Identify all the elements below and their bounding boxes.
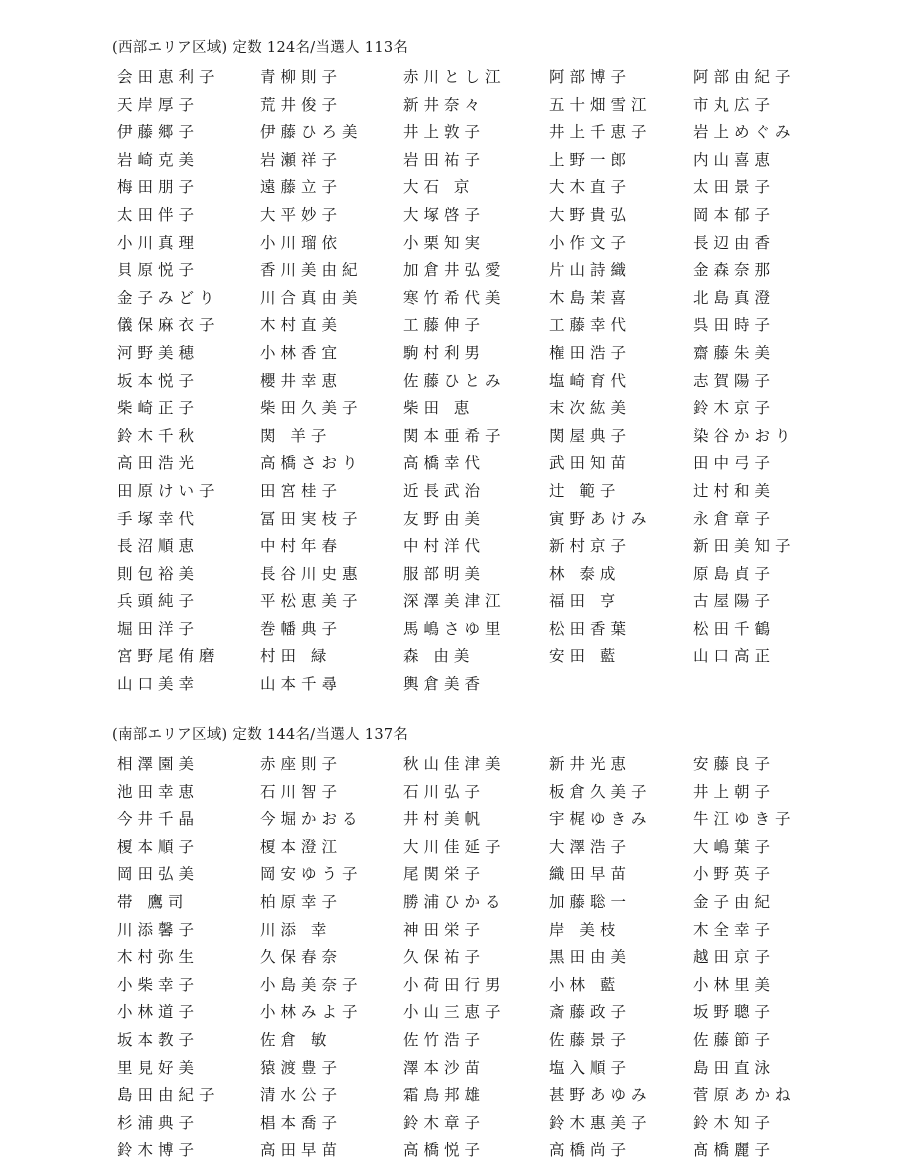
member-name: 大嶋葉子 [693, 837, 776, 856]
member-name: 小野英子 [693, 865, 776, 884]
member-name: 今堀かおる [260, 810, 363, 829]
member-name: 工藤伸子 [403, 316, 486, 335]
member-name: 森 由美 [403, 647, 475, 666]
member-name: 猿渡豊子 [260, 1058, 343, 1077]
member-name: 高田浩光 [117, 454, 200, 473]
member-name: 岩瀬祥子 [260, 150, 343, 169]
name-row [0, 806, 900, 834]
name-row [0, 92, 900, 120]
member-name: 小荷田行男 [403, 975, 506, 994]
member-name: 尾関栄子 [403, 865, 486, 884]
name-row [0, 1082, 900, 1110]
member-name: 河野美穂 [117, 343, 200, 362]
member-name: 金森奈那 [693, 261, 776, 280]
member-name: 深澤美津江 [403, 592, 506, 611]
name-row [0, 944, 900, 972]
member-name: 岸 美枝 [549, 920, 621, 939]
member-name: 大川佳延子 [403, 837, 506, 856]
member-name: 鈴木千秋 [117, 426, 200, 445]
member-name: 貝原悦子 [117, 261, 200, 280]
member-name: 川合真由美 [260, 288, 363, 307]
member-name: 小柴幸子 [117, 975, 200, 994]
member-name: 木全幸子 [693, 920, 776, 939]
member-name: 相澤園美 [117, 755, 200, 773]
member-name: 齋藤朱美 [693, 343, 776, 362]
member-name: 池田幸恵 [117, 782, 200, 801]
west-name-list [0, 64, 900, 699]
member-name: 兵頭純子 [117, 592, 200, 611]
name-row [0, 999, 900, 1027]
member-name: 塩入順子 [549, 1058, 632, 1077]
member-name: 武田知苗 [549, 454, 632, 473]
member-name: 岩上めぐみ [693, 123, 796, 142]
member-name: 大野貴弘 [549, 205, 632, 224]
member-name: 儀保麻衣子 [117, 316, 220, 335]
member-name: 高橋悦子 [403, 1141, 486, 1160]
member-name: 赤座則子 [260, 755, 343, 773]
member-name: 帯 鷹司 [117, 892, 189, 911]
member-name: 小林香宜 [260, 343, 343, 362]
member-name: 鈴木京子 [693, 399, 776, 418]
member-name: 阿部博子 [549, 68, 632, 86]
member-name: 関 羊子 [260, 426, 332, 445]
member-name: 勝浦ひかる [403, 892, 506, 911]
member-name: 中村洋代 [403, 537, 486, 556]
name-row [0, 1137, 900, 1165]
member-name: 新田美知子 [693, 537, 796, 556]
member-name: 菅原あかね [693, 1086, 796, 1105]
member-name: 柴田 恵 [403, 399, 475, 418]
member-name: 安田 藍 [549, 647, 621, 666]
name-row [0, 257, 900, 285]
member-name: 坂本悦子 [117, 371, 200, 390]
member-name: 伊藤ひろ美 [260, 123, 363, 142]
member-name: 木村弥生 [117, 948, 200, 967]
member-name: 黒田由美 [549, 948, 632, 967]
member-name: 榎本澄江 [260, 837, 343, 856]
member-name: 高橋尚子 [549, 1141, 632, 1160]
member-name: 大石 京 [403, 178, 475, 197]
member-name: 織田早苗 [549, 865, 632, 884]
member-name: 近長武治 [403, 481, 486, 500]
name-row [0, 478, 900, 506]
member-name: 柴田久美子 [260, 399, 363, 418]
member-name: 小川瑠依 [260, 233, 343, 252]
name-row [0, 340, 900, 368]
member-name: 巻幡典子 [260, 619, 343, 638]
member-name: 中村年春 [260, 537, 343, 556]
member-name: 加藤聡一 [549, 892, 632, 911]
name-row [0, 174, 900, 202]
member-name: 佐倉 敏 [260, 1030, 332, 1049]
member-name: 佐竹浩子 [403, 1030, 486, 1049]
member-name: 小川真理 [117, 233, 200, 252]
member-name: 太田伴子 [117, 205, 200, 224]
name-row [0, 285, 900, 313]
member-name: 秋山佳津美 [403, 755, 506, 773]
member-name: 村田 緑 [260, 647, 332, 666]
member-name: 櫻井幸恵 [260, 371, 343, 390]
name-row [0, 643, 900, 671]
member-name: 岡田弘美 [117, 865, 200, 884]
member-name: 天岸厚子 [117, 95, 200, 114]
member-name: 斎藤政子 [549, 1003, 632, 1022]
member-name: 山本千尋 [260, 675, 343, 694]
member-name: 柏原幸子 [260, 892, 343, 911]
name-row [0, 588, 900, 616]
name-row [0, 1110, 900, 1138]
member-name: 太田景子 [693, 178, 776, 197]
name-row [0, 861, 900, 889]
member-name: 久保祐子 [403, 948, 486, 967]
member-name: 末次紘美 [549, 399, 632, 418]
member-name: 霜鳥邦雄 [403, 1086, 486, 1105]
name-row [0, 1027, 900, 1055]
name-row [0, 533, 900, 561]
member-name: 川添 幸 [260, 920, 332, 939]
name-row [0, 616, 900, 644]
member-name: 岩田祐子 [403, 150, 486, 169]
member-name: 島田直泳 [693, 1058, 776, 1077]
name-row [0, 834, 900, 862]
member-name: 榎本順子 [117, 837, 200, 856]
member-name: 高田早苗 [260, 1141, 343, 1160]
member-name: 伊藤郷子 [117, 123, 200, 142]
member-name: 井村美帆 [403, 810, 486, 829]
member-name: 田原けい子 [117, 481, 220, 500]
member-name: 会田恵利子 [117, 68, 220, 86]
member-name: 板倉久美子 [549, 782, 652, 801]
member-name: 古屋陽子 [693, 592, 776, 611]
member-name: 木島茉喜 [549, 288, 632, 307]
member-name: 長谷川史惠 [260, 564, 363, 583]
member-name: 小島美奈子 [260, 975, 363, 994]
member-name: 高橋さおり [260, 454, 363, 473]
member-name: 大平妙子 [260, 205, 343, 224]
member-name: 石川弘子 [403, 782, 486, 801]
member-name: 大塚啓子 [403, 205, 486, 224]
member-name: 内山喜恵 [693, 150, 776, 169]
south-area-header: (南部エリア区域) 定数 144名/当選人 137名 [112, 727, 409, 743]
member-name: 井上朝子 [693, 782, 776, 801]
member-name: 金子みどり [117, 288, 220, 307]
member-name: 山口高正 [693, 647, 776, 666]
member-name: 堀田洋子 [117, 619, 200, 638]
member-name: 冨田実枝子 [260, 509, 363, 528]
member-name: 呉田時子 [693, 316, 776, 335]
south-name-list [0, 751, 900, 1165]
member-name: 平松恵美子 [260, 592, 363, 611]
member-name: 上野一郎 [549, 150, 632, 169]
member-name: 大木直子 [549, 178, 632, 197]
member-name: 林 泰成 [549, 564, 621, 583]
member-name: 岡本郁子 [693, 205, 776, 224]
name-row [0, 64, 900, 92]
name-row [0, 1055, 900, 1083]
member-name: 輿倉美香 [403, 675, 486, 694]
name-row [0, 119, 900, 147]
member-name: 牛江ゆき子 [693, 810, 796, 829]
member-name: 工藤幸代 [549, 316, 632, 335]
member-name: 新井奈々 [403, 95, 486, 114]
member-name: 神田栄子 [403, 920, 486, 939]
member-name: 鈴木章子 [403, 1113, 486, 1132]
member-name: 今井千晶 [117, 810, 200, 829]
name-row [0, 561, 900, 589]
member-name: 青柳則子 [260, 68, 343, 86]
member-name: 田宮桂子 [260, 481, 343, 500]
member-name: 杉浦典子 [117, 1113, 200, 1132]
member-name: 小林里美 [693, 975, 776, 994]
west-area-header: (西部エリア区域) 定数 124名/当選人 113名 [112, 40, 409, 56]
name-row [0, 450, 900, 478]
member-name: 志賀陽子 [693, 371, 776, 390]
member-name: 山口美幸 [117, 675, 200, 694]
member-name: 井上千恵子 [549, 123, 652, 142]
member-name: 越田京子 [693, 948, 776, 967]
name-row [0, 506, 900, 534]
name-row [0, 202, 900, 230]
member-name: 坂野聰子 [693, 1003, 776, 1022]
member-name: 澤本沙苗 [403, 1058, 486, 1077]
name-row [0, 889, 900, 917]
name-row [0, 230, 900, 258]
member-name: 石川智子 [260, 782, 343, 801]
member-name: 鈴木博子 [117, 1141, 200, 1160]
name-row [0, 917, 900, 945]
name-row [0, 671, 900, 699]
member-name: 片山詩織 [549, 261, 632, 280]
member-name: 岩崎克美 [117, 150, 200, 169]
member-name: 大澤浩子 [549, 837, 632, 856]
member-name: 小作文子 [549, 233, 632, 252]
member-name: 小林みよ子 [260, 1003, 363, 1022]
member-name: 里見好美 [117, 1058, 200, 1077]
member-name: 手塚幸代 [117, 509, 200, 528]
member-name: 染谷かおり [693, 426, 796, 445]
member-name: 寅野あけみ [549, 509, 652, 528]
member-name: 宮野尾侑磨 [117, 647, 220, 666]
member-name: 辻 範子 [549, 481, 621, 500]
member-name: 小林 藍 [549, 975, 621, 994]
member-name: 岡安ゆう子 [260, 865, 363, 884]
member-name: 鈴木惠美子 [549, 1113, 652, 1132]
member-name: 松田千鶴 [693, 619, 776, 638]
member-name: 関屋典子 [549, 426, 632, 445]
member-name: 五十畑雪江 [549, 95, 652, 114]
member-name: 阿部由紀子 [693, 68, 796, 86]
member-name: 馬嶋さゆ里 [403, 619, 506, 638]
member-name: 佐藤ひとみ [403, 371, 506, 390]
member-name: 香川美由紀 [260, 261, 363, 280]
member-name: 長沼順恵 [117, 537, 200, 556]
member-name: 市丸広子 [693, 95, 776, 114]
member-name: 川添馨子 [117, 920, 200, 939]
member-name: 永倉章子 [693, 509, 776, 528]
member-name: 甚野あゆみ [549, 1086, 652, 1105]
member-name: 金子由紀 [693, 892, 776, 911]
member-name: 小山三恵子 [403, 1003, 506, 1022]
member-name: 遠藤立子 [260, 178, 343, 197]
member-name: 木村直美 [260, 316, 343, 335]
member-name: 島田由紀子 [117, 1086, 220, 1105]
member-name: 則包裕美 [117, 564, 200, 583]
member-name: 寒竹希代美 [403, 288, 506, 307]
member-name: 梅田朋子 [117, 178, 200, 197]
member-name: 安藤良子 [693, 755, 776, 773]
member-name: 宇梶ゆきみ [549, 810, 652, 829]
member-name: 辻村和美 [693, 481, 776, 500]
name-row [0, 751, 900, 779]
member-name: 松田香葉 [549, 619, 632, 638]
member-name: 柴崎正子 [117, 399, 200, 418]
member-name: 服部明美 [403, 564, 486, 583]
member-name: 田中弓子 [693, 454, 776, 473]
name-row [0, 972, 900, 1000]
member-name: 福田 亨 [549, 592, 621, 611]
name-row [0, 147, 900, 175]
member-name: 坂本教子 [117, 1030, 200, 1049]
member-name: 権田浩子 [549, 343, 632, 362]
member-name: 井上敦子 [403, 123, 486, 142]
name-row [0, 779, 900, 807]
member-name: 赤川とし江 [403, 68, 506, 86]
member-name: 原島貞子 [693, 564, 776, 583]
name-row [0, 395, 900, 423]
name-row [0, 423, 900, 451]
member-name: 新村京子 [549, 537, 632, 556]
member-name: 小栗知実 [403, 233, 486, 252]
name-row [0, 368, 900, 396]
member-name: 髙橋麗子 [693, 1141, 776, 1160]
member-name: 佐藤景子 [549, 1030, 632, 1049]
member-name: 鈴木知子 [693, 1113, 776, 1132]
member-name: 北島真澄 [693, 288, 776, 307]
name-row [0, 312, 900, 340]
member-name: 駒村利男 [403, 343, 486, 362]
member-name: 佐藤節子 [693, 1030, 776, 1049]
member-name: 塩崎育代 [549, 371, 632, 390]
member-name: 小林道子 [117, 1003, 200, 1022]
member-name: 清水公子 [260, 1086, 343, 1105]
member-name: 久保春奈 [260, 948, 343, 967]
member-name: 高橋幸代 [403, 454, 486, 473]
member-name: 荒井俊子 [260, 95, 343, 114]
member-name: 関本亜希子 [403, 426, 506, 445]
member-name: 新井光恵 [549, 755, 632, 773]
member-name: 椙本喬子 [260, 1113, 343, 1132]
member-name: 友野由美 [403, 509, 486, 528]
member-name: 加倉井弘愛 [403, 261, 506, 280]
member-name: 長辺由香 [693, 233, 776, 252]
